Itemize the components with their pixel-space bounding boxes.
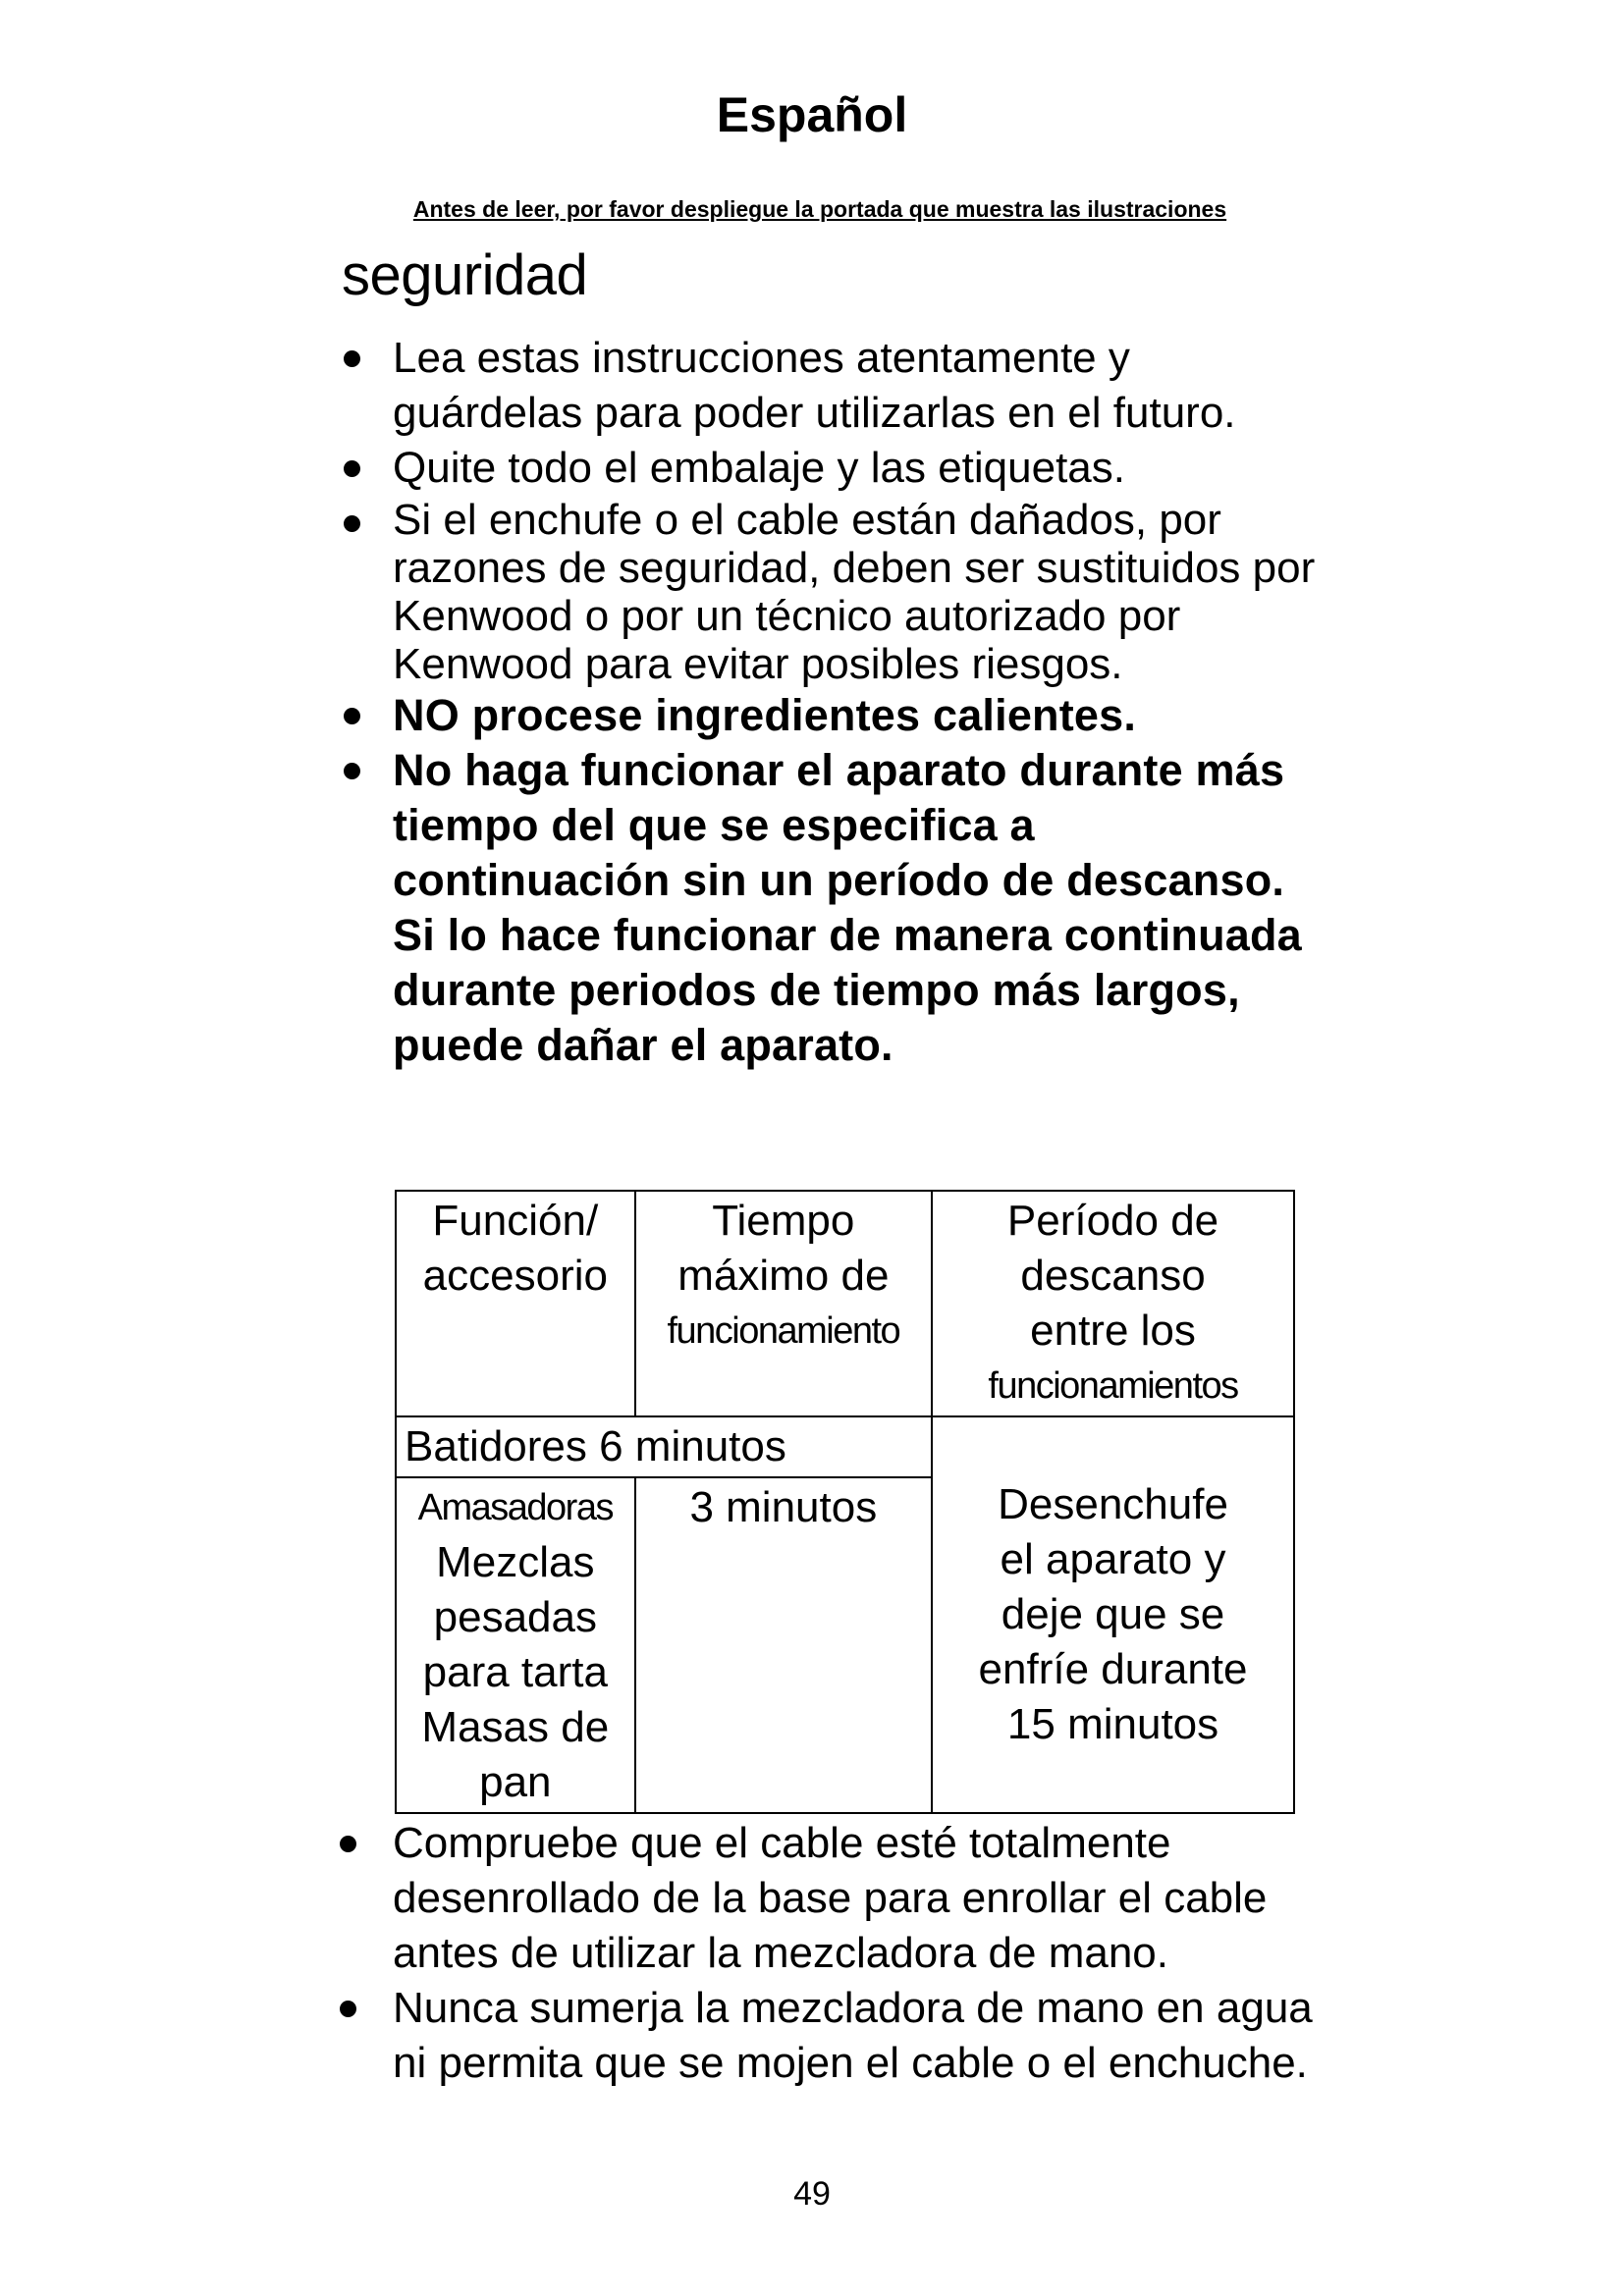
list-item: Nunca sumerja la mezcladora de mano en agua ni permita que se mojen el cable o el enchuche. <box>338 1981 1320 2091</box>
rest-instructions: Desenchufe el aparato y deje que se enfríe durante 15 minutos <box>932 1416 1294 1813</box>
list-item: Quite todo el embalaje y las etiquetas. <box>342 441 1324 496</box>
section-heading: seguridad <box>342 243 588 307</box>
operating-times-table <box>395 1190 1295 1814</box>
list-item: Lea estas instrucciones atentamente y guárdelas para poder utilizarlas en el futuro. <box>342 331 1324 441</box>
bullet-icon <box>344 350 360 367</box>
list-item: Si el enchufe o el cable están dañados, por razones de seguridad, deben ser sustituidos por Kenwood o por un técnico autorizado por Kenwood para evitar posibles riesgos. <box>342 496 1324 688</box>
list-item: NO procese ingredientes calientes. <box>342 688 1324 743</box>
table-row <box>396 1416 1294 1477</box>
table-header-row <box>396 1191 1294 1416</box>
safety-list <box>342 331 1324 1073</box>
bullet-icon <box>344 763 360 779</box>
row-time-cell: 3 minutos <box>635 1477 932 1813</box>
header-max-time: Tiempo máximo de funcionamiento <box>635 1191 932 1416</box>
row-function-cell: Amasadoras Mezclas pesadas para tarta Masas de pan <box>396 1477 635 1813</box>
page-number: 49 <box>793 2175 831 2213</box>
preface-note: Antes de leer, por favor despliegue la portada que muestra las ilustraciones <box>412 196 1227 222</box>
bullet-icon <box>344 708 360 724</box>
header-rest-period: Período de descanso entre los funcionamientos <box>932 1191 1294 1416</box>
list-item: Compruebe que el cable esté totalmente desenrollado de la base para enrollar el cable antes de utilizar la mezcladora de mano. <box>338 1816 1320 1981</box>
usage-list <box>338 1816 1320 2091</box>
row-batidores: Batidores 6 minutos <box>396 1416 932 1477</box>
bullet-icon <box>340 1836 356 1852</box>
list-item: No haga funcionar el aparato durante más tiempo del que se especifica a continuación sin un período de descanso. Si lo hace funcionar de manera continuada durante periodos de tiempo más largos, puede dañar el aparato. <box>342 743 1324 1073</box>
header-function: Función/ accesorio <box>396 1191 635 1416</box>
bullet-icon <box>340 2001 356 2017</box>
bullet-icon <box>344 515 360 532</box>
page-title: Español <box>716 87 908 142</box>
bullet-icon <box>344 460 360 477</box>
